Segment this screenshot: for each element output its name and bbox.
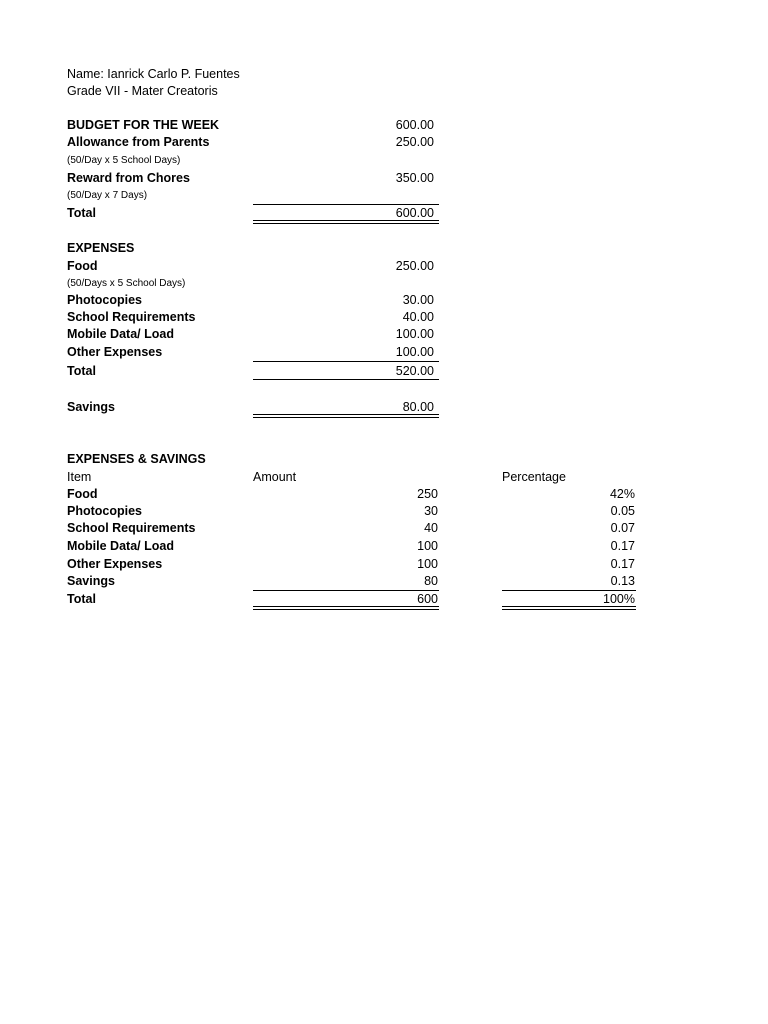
summary-total-label: Total bbox=[67, 592, 96, 606]
summary-row-item: School Requirements bbox=[67, 521, 196, 535]
expense-row-value: 30.00 bbox=[402, 293, 434, 307]
budget-total-double-underline bbox=[253, 220, 439, 224]
summary-row-amount: 100 bbox=[417, 557, 438, 571]
summary-row-percentage: 0.13 bbox=[610, 574, 635, 588]
budget-title: BUDGET FOR THE WEEK bbox=[67, 118, 220, 132]
student-name: Name: Ianrick Carlo P. Fuentes bbox=[67, 67, 240, 81]
budget-total-label: Total bbox=[67, 206, 96, 220]
summary-row-percentage: 0.07 bbox=[610, 521, 635, 535]
expenses-total-top-border bbox=[253, 361, 439, 362]
expense-row-label: School Requirements bbox=[67, 310, 196, 324]
summary-amount-double-underline bbox=[253, 606, 439, 610]
summary-col-percentage: Percentage bbox=[502, 470, 566, 484]
summary-row-amount: 40 bbox=[424, 521, 438, 535]
summary-row-percentage: 42% bbox=[609, 487, 635, 501]
summary-row-amount: 80 bbox=[424, 574, 438, 588]
expense-row-value: 100.00 bbox=[395, 345, 434, 359]
summary-row-item: Other Expenses bbox=[67, 557, 163, 571]
expenses-total-label: Total bbox=[67, 364, 96, 378]
summary-row-amount: 250 bbox=[417, 487, 438, 501]
expense-row-label: Photocopies bbox=[67, 293, 143, 307]
summary-row-percentage: 0.17 bbox=[610, 557, 635, 571]
summary-col-amount: Amount bbox=[253, 470, 297, 484]
expense-food-note: (50/Days x 5 School Days) bbox=[67, 278, 186, 289]
expense-row-value: 100.00 bbox=[395, 327, 434, 341]
summary-col-item: Item bbox=[67, 470, 92, 484]
summary-row-percentage: 0.05 bbox=[610, 504, 635, 518]
expense-row-label: Mobile Data/ Load bbox=[67, 327, 174, 341]
expense-row-label: Other Expenses bbox=[67, 345, 163, 359]
summary-row-amount: 100 bbox=[417, 539, 438, 553]
budget-row-label: Allowance from Parents bbox=[67, 135, 210, 149]
summary-row-item: Savings bbox=[67, 574, 115, 588]
budget-row-value: 350.00 bbox=[395, 171, 434, 185]
summary-row-item: Food bbox=[67, 487, 98, 501]
summary-row-percentage: 0.17 bbox=[610, 539, 635, 553]
summary-total-amount: 600 bbox=[417, 592, 438, 606]
student-grade: Grade VII - Mater Creatoris bbox=[67, 84, 218, 98]
summary-row-item: Photocopies bbox=[67, 504, 143, 518]
budget-row-value: 250.00 bbox=[395, 135, 434, 149]
expense-food-value: 250.00 bbox=[395, 259, 434, 273]
summary-title: EXPENSES & SAVINGS bbox=[67, 452, 206, 466]
expenses-total-value: 520.00 bbox=[395, 364, 434, 378]
budget-row-note: (50/Day x 5 School Days) bbox=[67, 155, 181, 166]
savings-value: 80.00 bbox=[402, 400, 434, 414]
budget-row-label: Reward from Chores bbox=[67, 171, 190, 185]
summary-total-percentage: 100% bbox=[603, 592, 635, 606]
expense-food-label: Food bbox=[67, 259, 98, 273]
budget-total-value: 600.00 bbox=[395, 206, 434, 220]
budget-row-note: (50/Day x 7 Days) bbox=[67, 190, 148, 201]
summary-row-amount: 30 bbox=[424, 504, 438, 518]
budget-title-value: 600.00 bbox=[395, 118, 434, 132]
summary-percentage-double-underline bbox=[502, 606, 636, 610]
expenses-title: EXPENSES bbox=[67, 241, 135, 255]
savings-double-underline bbox=[253, 414, 439, 418]
summary-row-item: Mobile Data/ Load bbox=[67, 539, 174, 553]
savings-label: Savings bbox=[67, 400, 115, 414]
expenses-total-bottom-border bbox=[253, 379, 439, 380]
expense-row-value: 40.00 bbox=[402, 310, 434, 324]
